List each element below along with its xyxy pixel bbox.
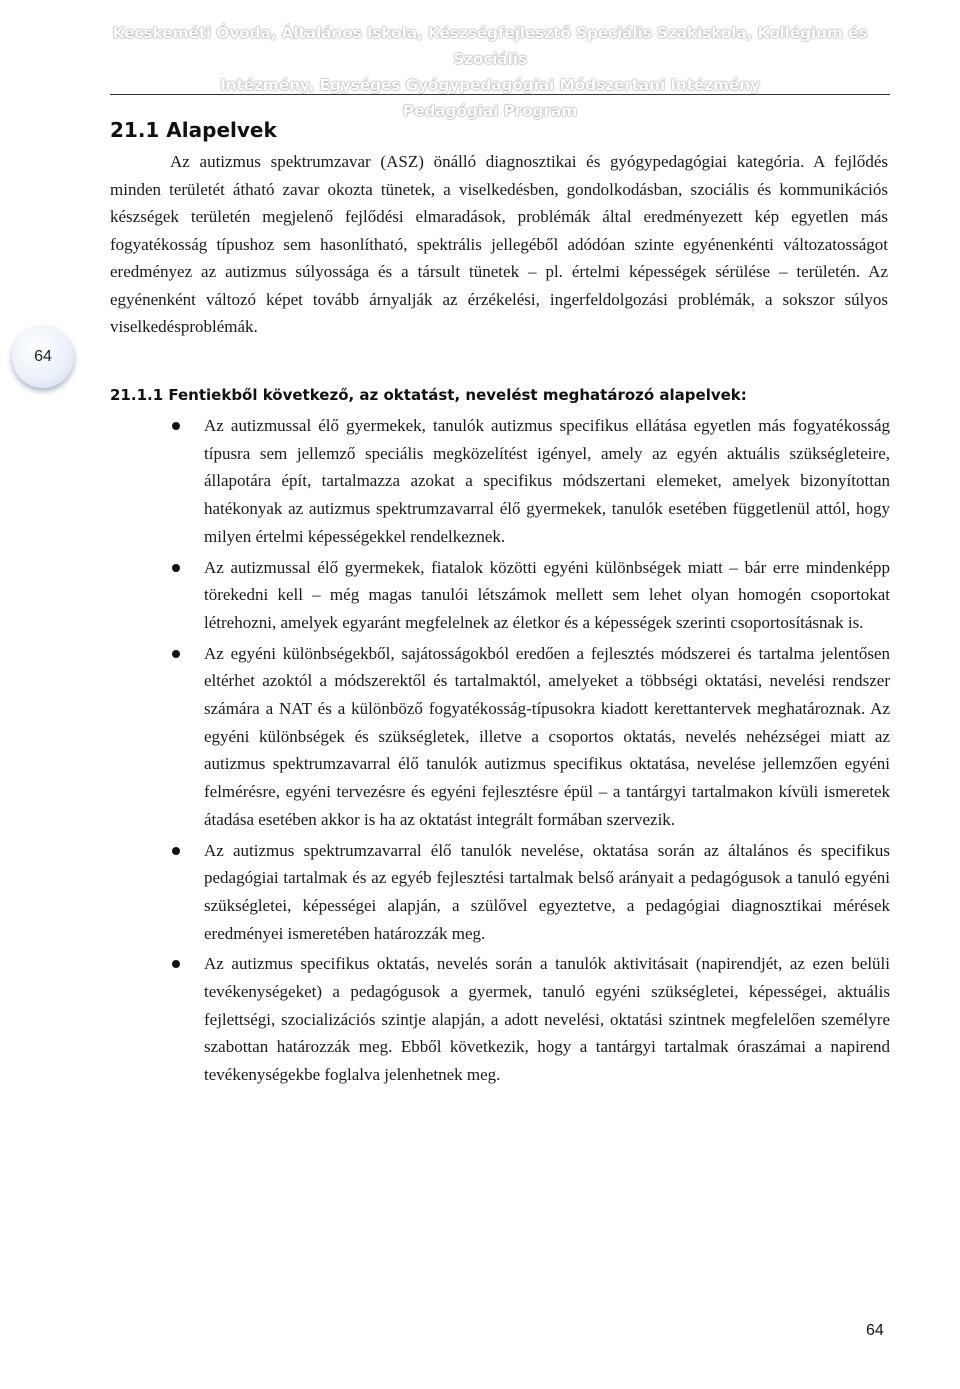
list-item	[110, 554, 890, 637]
list-item	[110, 412, 890, 551]
header-line-1: Kecskeméti Óvoda, Általános Iskola, Készségfejlesztő Speciális Szakiskola, Kollégium és Szociális	[112, 24, 868, 68]
side-page-number-badge	[12, 326, 74, 388]
header-line-3: Pedagógiai Program	[402, 102, 578, 120]
list-item-text: Az egyéni különbségekből, sajátosságokból eredően a fejlesztés módszerei és tartalma jelentősen eltérhet azoktól a módszerektől és tartalmaktól, amelyeket a többségi oktatási, nevelési rendszer számára a NAT és a különböző fogyatékosság-típusokra kiadott kerettantervek meghatároznak. Az egyéni különbségek és szükségletek, illetve a csoportos oktatás, nevelés nehézségei miatt az autizmus spektrumzavarral élő tanulók autizmus specifikus oktatása, nevelése jellemzően egyéni felmérésre, egyéni tervezésre és egyéni fejlesztésre épül – a tantárgyi tartalmakon kívüli ismeretek átadása esetében akkor is ha az oktatást integrált formában szervezik.	[204, 643, 890, 829]
subsection-title: 21.1.1 Fentiekből következő, az oktatást, nevelést meghatározó alapelvek:	[110, 386, 747, 404]
intro-paragraph	[110, 148, 888, 341]
principles-list	[110, 412, 890, 1092]
bullet-icon	[172, 650, 180, 658]
bullet-icon	[172, 422, 180, 430]
header-divider	[110, 94, 890, 95]
side-page-number: 64	[34, 348, 52, 365]
intro-text: Az autizmus spektrumzavar (ASZ) önálló diagnosztikai és gyógypedagógiai kategória. A fejlődés minden területét átható zavar okozta tünetek, a viselkedésben, gondolkodásban, szociális és kommunikációs készségek területén megjelenő fejlődési elmaradások, problémák által eredményezett kép egyetlen más fogyatékosság típushoz sem hasonlítható, spektrális jellegéből adódóan szinte egyénenkénti változatosságot eredményez az autizmus súlyossága és a társult tünetek – pl. értelmi képességek sérülése – területén. Az egyénenként változó képet tovább árnyalják az érzékelési, ingerfeldolgozási problémák, a sokszor súlyos viselkedésproblémák.	[110, 152, 888, 336]
footer-page-number: 64	[866, 1322, 884, 1339]
list-item	[110, 640, 890, 834]
list-item-text: Az autizmussal élő gyermekek, tanulók autizmus specifikus ellátása egyetlen más fogyatékosság típusra sem jellemző speciális megközelítést igényel, amely az egyén aktuális szükségleteire, állapotára épít, tartalmazza azokat a specifikus módszertani elemeket, amelyek bizonyítottan hatékonyak az autizmus spektrumzavarral élő gyermekek, tanulók esetében függetlenül attól, hogy milyen értelmi képességekkel rendelkeznek.	[204, 416, 890, 546]
header-line-2: Intézmény, Egységes Gyógypedagógiai Módszertani Intézmény	[220, 76, 760, 94]
bullet-icon	[172, 847, 180, 855]
list-item-text: Az autizmussal élő gyermekek, fiatalok közötti egyéni különbségek miatt – bár erre mindenképp törekedni kell – még magas tanulói létszámok mellett sem lehet olyan homogén csoportokat létrehozni, amelyek egyaránt megfelelnek az életkor és a képességek szerinti csoportosításnak is.	[204, 557, 890, 632]
list-item	[110, 950, 890, 1089]
list-item	[110, 837, 890, 948]
section-title: 21.1 Alapelvek	[110, 118, 277, 142]
bullet-icon	[172, 564, 180, 572]
list-item-text: Az autizmus spektrumzavarral élő tanulók nevelése, oktatása során az általános és specifikus pedagógiai tartalmak és az egyéb fejlesztési tartalmak belső arányait a pedagógusok a tanuló egyéni szükségletei, képességei alapján, a szülővel egyeztetve, a pedagógiai diagnosztikai mérések eredményei ismeretében határozzák meg.	[204, 840, 890, 943]
list-item-text: Az autizmus specifikus oktatás, nevelés során a tanulók aktivitásait (napirendjét, az ezen belüli tevékenységeket) a pedagógusok a gyermek, tanuló egyéni szükségletei, képességei, aktuális fejlettségi, szocializációs szintje alapján, a adott nevelési, oktatási szintnek megfelelően személyre szabottan határozzák meg. Ebből következik, hogy a tantárgyi tartalmak óraszámai a napirend tevékenységekbe foglalva jelenhetnek meg.	[204, 954, 890, 1085]
bullet-icon	[172, 960, 180, 968]
document-header	[100, 20, 880, 124]
